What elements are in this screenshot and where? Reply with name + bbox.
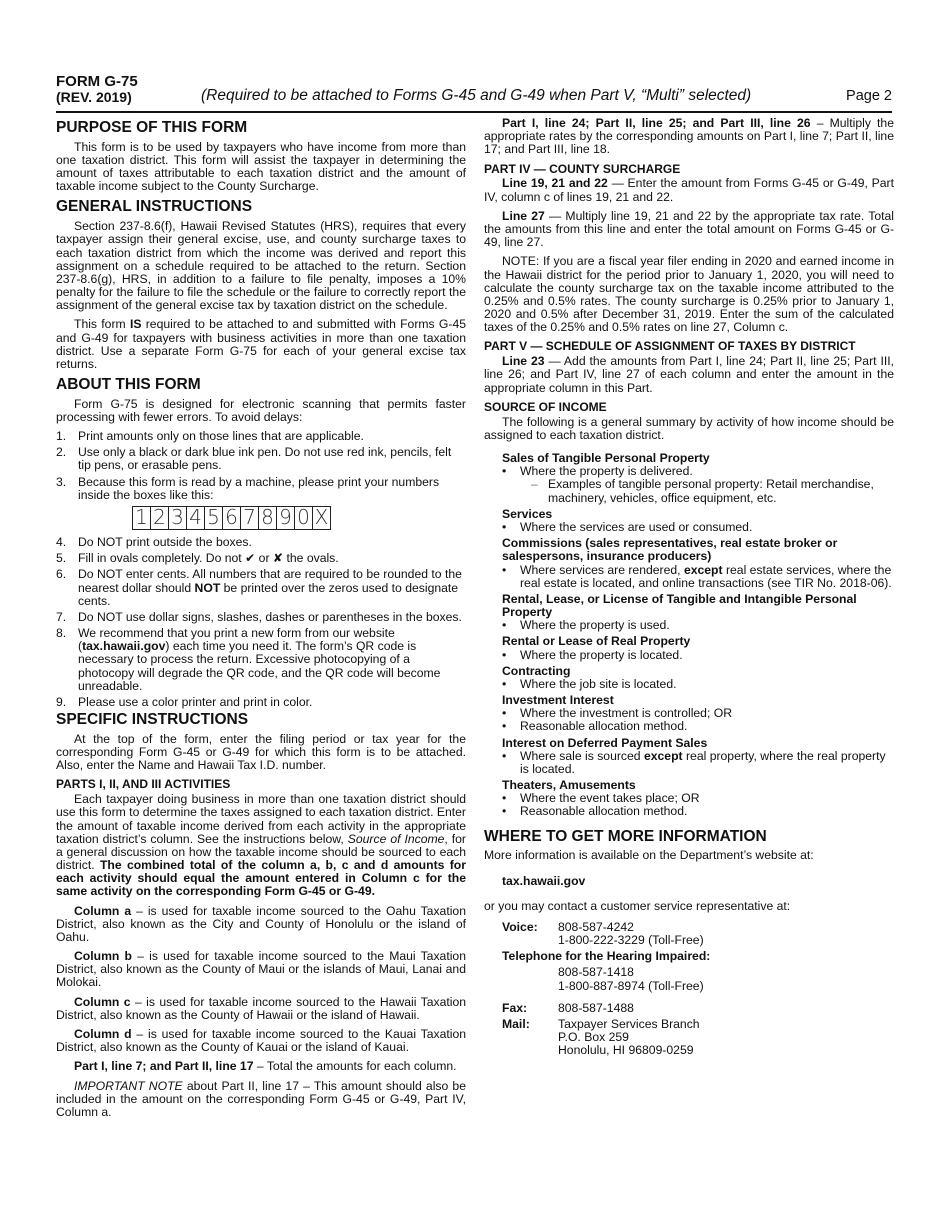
list-item: 9. Please use a color printer and print in color. xyxy=(56,694,313,709)
line24-text: Part I, line 24; Part II, line 25; and Part III, line 26 – Multiply the appropriate rates by the corresponding amounts on Part I, line 7; Part II, line 17; and Part III, line 18. xyxy=(484,116,894,157)
sample-box: X xyxy=(314,505,329,530)
website-link[interactable]: tax.hawaii.gov xyxy=(82,639,166,654)
source-intro: The following is a general summary by activity of how income should be assigned to each taxation district. xyxy=(484,414,894,442)
page-header xyxy=(56,74,892,110)
contact-info xyxy=(502,921,894,1058)
line27-text: Line 27 — Multiply line 19, 21 and 22 by the appropriate tax rate. Total the amounts from this line and enter the total amount on Forms G-45 or G-49, line 27. xyxy=(484,208,894,250)
column-c-text: Column c – is used for taxable income sourced to the Hawaii Taxation District, also known as the County of Hawaii or the island of Hawaii. xyxy=(56,994,466,1022)
header-rule xyxy=(56,111,892,113)
source-category: Theaters, Amusements • Where the event takes place; OR • Reasonable allocation method. xyxy=(502,779,894,819)
column-b-text: Column b – is used for taxable income sourced to the Maui Taxation District, also known as the County of Maui or the islands of Maui, Lanai and Molokai. xyxy=(56,949,466,990)
sample-box: 1 xyxy=(133,507,151,529)
about-intro: Form G-75 is designed for electronic scanning that permits faster processing with fewer errors. To avoid delays: xyxy=(56,396,466,424)
contact-text: or you may contact a customer service representative at: xyxy=(484,898,791,913)
sample-box: 5 xyxy=(205,507,223,529)
list-item: 7. Do NOT use dollar signs, slashes, dashes or parentheses in the boxes. xyxy=(56,609,462,624)
required-note: (Required to be attached to Forms G-45 and G-49 when Part V, “Multi” selected) xyxy=(201,87,752,104)
part5-heading: PART V — SCHEDULE OF ASSIGNMENT OF TAXES BY DISTRICT xyxy=(484,339,856,354)
about-list xyxy=(56,430,466,709)
purpose-heading: PURPOSE OF THIS FORM xyxy=(56,119,248,136)
fax-number: 808-587-1488 xyxy=(558,1000,634,1015)
source-category: Investment Interest • Where the investment is controlled; OR • Reasonable allocation method. xyxy=(502,694,894,734)
form-number: FORM G-75 xyxy=(56,73,138,90)
mail-label: Mail: xyxy=(502,1016,530,1031)
tty-numbers: 808-587-1418 1-800-887-8974 (Toll-Free) xyxy=(558,965,704,993)
sample-box: 6 xyxy=(223,507,241,529)
form-revision: (REV. 2019) xyxy=(56,89,132,105)
source-category: Sales of Tangible Personal Property • Where the property is delivered. – Examples of tangible personal property: Retail merchandise, machinery, vehicles, office equipment, etc. xyxy=(502,452,894,505)
source-category: Rental or Lease of Real Property • Where the property is located. xyxy=(502,635,894,661)
mail-address: Taxpayer Services Branch P.O. Box 259 Honolulu, HI 96809-0259 xyxy=(558,1016,700,1058)
list-item: 8. We recommend that you print a new form from our website (tax.hawaii.gov) each time you need it. The form’s QR code is necessary to process the return. Excessive photocopying of a photocopy will degrade the QR code, and the QR code will become unreadable. xyxy=(56,626,441,693)
parts-heading: PARTS I, II, AND III ACTIVITIES xyxy=(56,777,231,792)
page-number: Page 2 xyxy=(846,88,892,104)
column-a-text: Column a – is used for taxable income sourced to the Oahu Taxation District, also known as the City and County of Honolulu or the island of Oahu. xyxy=(56,903,466,944)
sample-number-boxes xyxy=(132,506,331,530)
source-category: Interest on Deferred Payment Sales • Where sale is sourced except real property, where the real property is located. xyxy=(502,737,894,777)
source-category: Contracting • Where the job site is located. xyxy=(502,665,894,691)
parts-text: Each taxpayer doing business in more than one taxation district should use this form to determine the taxes assigned to each taxation district. Enter the amount of taxable income derived from each activity in the appropriate taxation district’s column. See the instructions below, Source of Income, for a general discussion on how the taxable income should be sourced to each district. The combined total of the column a, b, c and d amounts for each activity should equal the amount entered in Column c for the same activity on the corresponding Form G-45 or G-49. xyxy=(56,792,466,899)
general-text-1: Section 237-8.6(f), Hawaii Revised Statutes (HRS), requires that every taxpayer assign their general excise, use, and county surcharge taxes to each taxation district from which the income was derived and report this assignment on a schedule required to be attached to the return. Section 237-8.6(g), HRS, in addition to a failure to file penalty, imposes a 10% penalty for the failure to file the schedule or the failure to correctly report the assignment of the general excise tax by taxation district on the schedule. xyxy=(56,219,466,313)
line7-text: Part I, line 7; and Part II, line 17 – Total the amounts for each column. xyxy=(74,1059,457,1074)
website-url[interactable]: tax.hawaii.gov xyxy=(502,873,586,888)
sample-box: 8 xyxy=(259,507,277,529)
list-item: 5. Fill in ovals completely. Do not ✔ or ✘ the ovals. xyxy=(56,551,339,566)
purpose-text: This form is to be used by taxpayers who have income from more than one taxation district. This form will assist the taxpayer in determining the amount of taxes attributable to each taxation district and the amount of taxable income subject to the County Surcharge. xyxy=(56,139,466,194)
sample-box: 7 xyxy=(241,507,259,529)
voice-numbers: 808-587-4242 1-800-222-3229 (Toll-Free) xyxy=(558,919,704,948)
column-d-text: Column d – is used for taxable income sourced to the Kauai Taxation District, also known as the County of Kauai or the island of Kauai. xyxy=(56,1027,466,1055)
list-item: 6. Do NOT enter cents. All numbers that are required to be rounded to the nearest dollar should NOT be printed over the zeros used to designate cents. xyxy=(56,567,462,608)
left-column xyxy=(56,117,466,1125)
list-item: 1. Print amounts only on those lines that are applicable. xyxy=(56,429,364,444)
general-text-2: This form IS required to be attached to and submitted with Forms G-45 and G-49 for taxpayers with business activities in more than one taxation district. Use a separate Form G-75 for each of your general excise tax returns. xyxy=(56,317,467,371)
list-item: 2. Use only a black or dark blue ink pen. Do not use red ink, pencils, felt tip pens, or erasable pens. xyxy=(56,445,452,473)
info-heading: WHERE TO GET MORE INFORMATION xyxy=(484,827,767,845)
specific-text: At the top of the form, enter the filing period or tax year for the corresponding Form G-45 or G-49 for which this form is to be attached. Also, enter the Name and Hawaii Tax I.D. number. xyxy=(56,731,466,773)
list-item: 3. Because this form is read by a machine, please print your numbers inside the boxes like this: xyxy=(56,474,440,502)
line23-text: Line 23 — Add the amounts from Part I, line 24; Part II, line 25; Part III, line 26; and Part IV, line 27 of each column and enter the amount in the appropriate column in this Part. xyxy=(484,354,894,395)
tty-label: Telephone for the Hearing Impaired: xyxy=(502,949,711,964)
fax-label: Fax: xyxy=(502,1000,528,1015)
source-category: Rental, Lease, or License of Tangible and Intangible Personal Property • Where the property is used. xyxy=(502,593,894,633)
source-heading: SOURCE OF INCOME xyxy=(484,399,607,414)
specific-heading: SPECIFIC INSTRUCTIONS xyxy=(56,711,249,729)
source-category: Commissions (sales representatives, real estate broker or salespersons, insurance producers) • Where services are rendered, except real estate services, where the real estate is located, and online transactions (see TIR No. 2018-06). xyxy=(502,537,894,590)
sample-box: 4 xyxy=(187,507,205,529)
voice-label: Voice: xyxy=(502,919,538,934)
sample-box: 9 xyxy=(277,507,295,529)
line19-text: Line 19, 21 and 22 — Enter the amount from Forms G-45 or G-49, Part IV, column c of lines 19, 21 and 22. xyxy=(484,176,895,204)
county-surcharge-note: NOTE: If you are a fiscal year filer ending in 2020 and earned income in the Hawaii district for the period prior to January 1, 2020, you will need to calculate the county surcharge tax on the taxable income attributed to the 0.25% and 0.5% rates. The county surcharge is 0.25% prior to January 1, 2020 and 0.5% after December 31, 2019. Enter the sum of the calculated taxes of the 0.25% and 0.5% rates on line 27, Column c. xyxy=(484,254,894,335)
general-heading: GENERAL INSTRUCTIONS xyxy=(56,198,253,216)
list-item: 4. Do NOT print outside the boxes. xyxy=(56,534,252,549)
important-note: IMPORTANT NOTE about Part II, line 17 – This amount should also be included in the amount on the corresponding Form G-45 or G-49, Part IV, Column a. xyxy=(56,1078,466,1119)
sample-box: 0 xyxy=(295,507,313,529)
part4-heading: PART IV — COUNTY SURCHARGE xyxy=(484,161,681,176)
right-column xyxy=(484,117,894,1057)
sample-box: 2 xyxy=(151,507,169,529)
about-heading: ABOUT THIS FORM xyxy=(56,376,201,394)
info-text: More information is available on the Department’s website at: xyxy=(484,848,814,863)
sample-box: 3 xyxy=(169,507,187,529)
source-category: Services • Where the services are used or consumed. xyxy=(502,508,894,534)
